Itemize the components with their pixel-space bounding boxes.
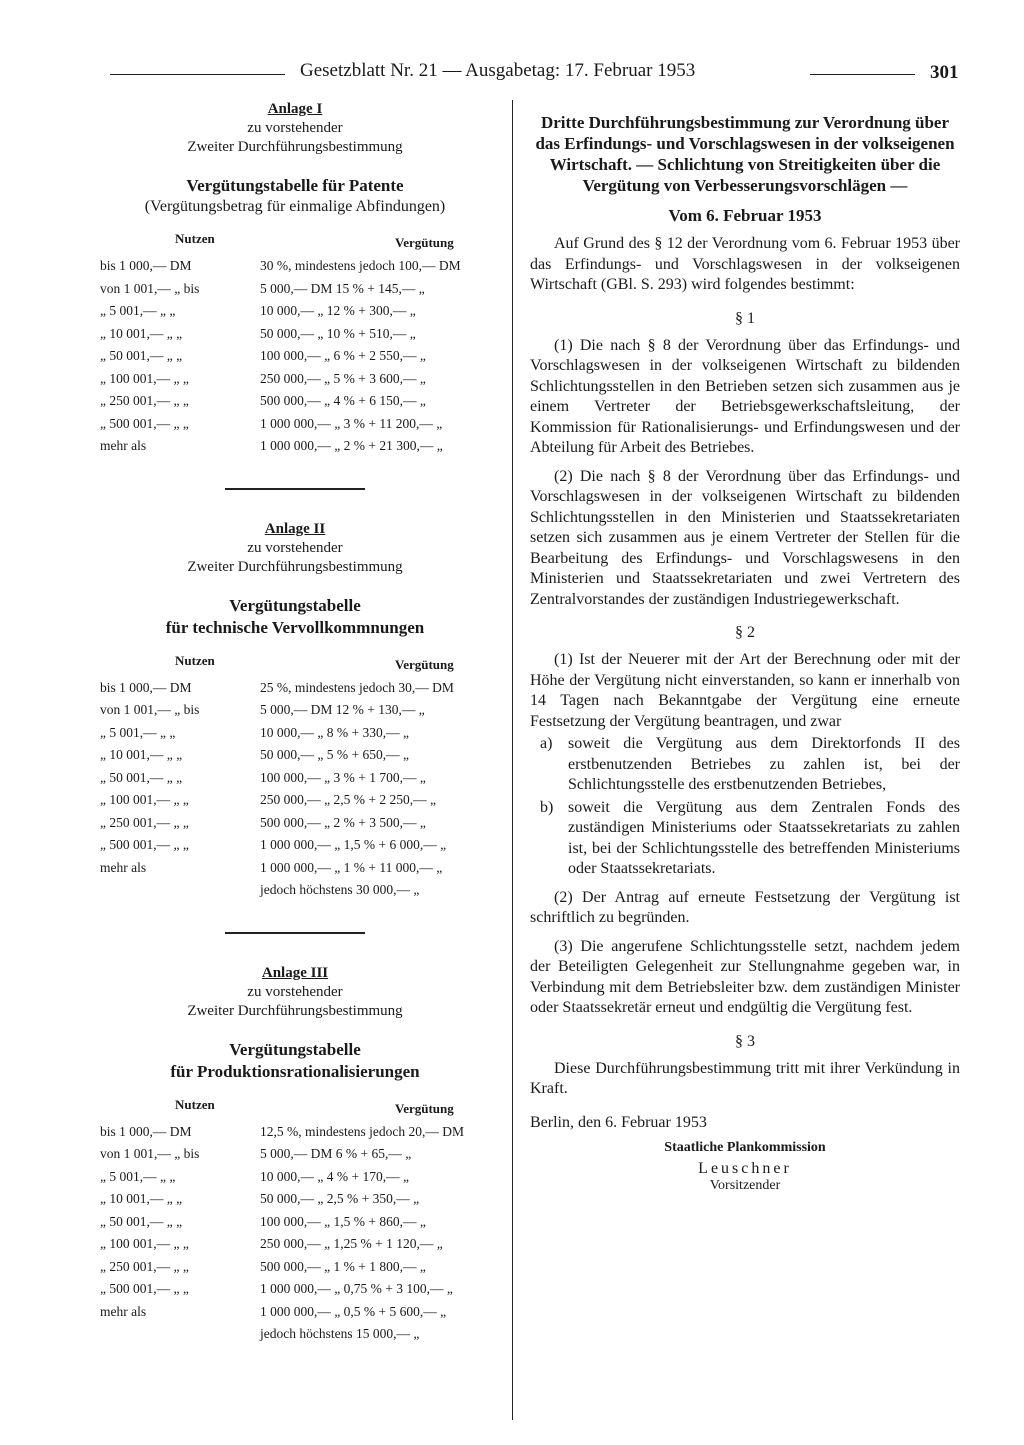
- verguetung-cell: 10 000,— „ 8 % + 330,— „: [260, 724, 409, 740]
- nutzen-cell: bis 1 000,— DM: [100, 679, 192, 695]
- verguetung-header: Vergütung: [395, 1100, 454, 1116]
- anlage-2-line2: Zweiter Durchführungsbestimmung: [187, 558, 403, 575]
- nutzen-cell: „ 50 001,— „ „: [100, 769, 183, 785]
- page-number: 301: [930, 62, 959, 83]
- nutzen-cell: „ 5 001,— „ „: [100, 1168, 176, 1184]
- verguetung-cell: 1 000 000,— „ 3 % + 11 200,— „: [260, 415, 443, 431]
- table-row: [75, 1166, 515, 1189]
- verguetung-header: Vergütung: [395, 235, 454, 250]
- table-row: [75, 1188, 515, 1211]
- item-text: soweit die Vergütung aus dem Direktorfonds II des erstbenutzenden Betriebes zu zahlen ist, bei der Schlichtungsstelle des erstbenutzenden Betriebes,: [568, 735, 960, 793]
- verguetung-cell: 50 000,— „ 5 % + 650,— „: [260, 747, 409, 763]
- signatory-name: Leuschner: [698, 1159, 792, 1177]
- signing-organization: Staatliche Plankommission: [664, 1139, 826, 1155]
- verguetung-cell: 100 000,— „ 1,5 % + 860,— „: [260, 1213, 426, 1229]
- nutzen-cell: von 1 001,— „ bis: [100, 280, 200, 296]
- anlage-2-title: Vergütungstabelle: [229, 595, 361, 615]
- section-2-item-a: [530, 734, 960, 796]
- anlage-3-heading: [75, 964, 515, 1021]
- anlage-1-rows: [75, 255, 515, 458]
- item-text: soweit die Vergütung aus dem Zentralen Fonds des zuständigen Ministeriums oder Staatssekretariats zu zahlen ist, bei der Schlichtungsstelle des betreffenden Ministeriums oder Staatssekretariats.: [568, 798, 960, 877]
- anlage-1-table-header: [75, 231, 515, 255]
- table-row: [75, 413, 515, 436]
- anlage-1-title: Vergütungstabelle für Patente: [186, 176, 404, 195]
- nutzen-cell: „ 5 001,— „ „: [100, 303, 176, 319]
- separator: [225, 932, 365, 934]
- table-row: [75, 1233, 515, 1256]
- nutzen-header: Nutzen: [175, 231, 215, 246]
- verguetung-cell: jedoch höchstens 15 000,— „: [260, 1326, 420, 1342]
- nutzen-cell: von 1 001,— „ bis: [100, 702, 200, 718]
- section-3-heading: § 3: [735, 1032, 755, 1050]
- table-row: [75, 767, 515, 790]
- verguetung-cell: 250 000,— „ 1,25 % + 1 120,— „: [260, 1236, 443, 1252]
- verguetung-cell: 250 000,— „ 5 % + 3 600,— „: [260, 370, 426, 386]
- anlage-1-subtitle: (Vergütungsbetrag für einmalige Abfindungen): [144, 198, 446, 215]
- verguetung-cell: 1 000 000,— „ 0,75 % + 3 100,— „: [260, 1281, 453, 1297]
- anlage-3-table-header: [75, 1097, 515, 1121]
- table-row: [75, 699, 515, 722]
- header-rule-left: [110, 74, 285, 75]
- section-1-para-2: (2) Die nach § 8 der Verordnung über das Erfindungs- und Vorschlagswesen in der volkseigenen Wirtschaft zu bildenden Schlichtungsstellen in den Ministerien und Staatssekretariaten setzen sich zusammen aus je einem Vertreter der Stellen für die Bearbeitung des Erfindungs- und Vorschlagswesens in den Ministerien und Staatssekretariaten und zwei Vertretern des Zentralvorstandes der zuständigen Industriegewerkschaft.: [530, 467, 960, 608]
- signatory-role: Vorsitzender: [709, 1177, 781, 1193]
- nutzen-cell: „ 500 001,— „ „: [100, 1281, 189, 1297]
- separator: [225, 488, 365, 490]
- nutzen-cell: „ 100 001,— „ „: [100, 1236, 189, 1252]
- nutzen-cell: „ 250 001,— „ „: [100, 393, 189, 409]
- nutzen-cell: „ 50 001,— „ „: [100, 1213, 183, 1229]
- table-row: [75, 1278, 515, 1301]
- verguetung-cell: 25 %, mindestens jedoch 30,— DM: [260, 679, 454, 695]
- header-title: Gesetzblatt Nr. 21 — Ausgabetag: 17. Februar 1953: [300, 60, 696, 81]
- verguetung-cell: 5 000,— DM 15 % + 145,— „: [260, 280, 425, 296]
- anlage-3-title: Vergütungstabelle: [229, 1039, 361, 1059]
- nutzen-cell: mehr als: [100, 438, 147, 454]
- nutzen-cell: mehr als: [100, 859, 147, 875]
- anlage-2-name: Anlage II: [264, 520, 326, 537]
- verguetung-cell: 1 000 000,— „ 1 % + 11 000,— „: [260, 859, 443, 875]
- table-row: [75, 789, 515, 812]
- table-row: [75, 722, 515, 745]
- verguetung-cell: 30 %, mindestens jedoch 100,— DM: [260, 258, 461, 274]
- verguetung-cell: 5 000,— DM 6 % + 65,— „: [260, 1146, 412, 1162]
- section-2-para-3: (3) Die angerufene Schlichtungsstelle setzt, nachdem jedem der Beteiligten Gelegenheit zur Stellungnahme gegeben war, in Verbindung mit dem Betriebsleiter bzw. dem zuständigen Minister oder Staatssekretär erneut und endgültig die Vergütung fest.: [530, 937, 960, 1016]
- page-header: [110, 58, 965, 88]
- table-row: [75, 1121, 515, 1144]
- verguetung-cell: 1 000 000,— „ 1,5 % + 6 000,— „: [260, 837, 447, 853]
- nutzen-cell: mehr als: [100, 1303, 147, 1319]
- verguetung-cell: 10 000,— „ 4 % + 170,— „: [260, 1168, 409, 1184]
- verguetung-cell: 100 000,— „ 6 % + 2 550,— „: [260, 348, 426, 364]
- anlage-1-name: Anlage I: [267, 101, 323, 117]
- table-row: [75, 368, 515, 391]
- decree-date: Vom 6. Februar 1953: [668, 206, 822, 225]
- anlage-1-heading: [75, 100, 515, 157]
- decree-title: Dritte Durchführungsbestimmung zur Verordnung über das Erfindungs- und Vorschlagswesen in der volkseigenen Wirtschaft. — Schlichtung von Streitigkeiten über die Vergütung von Verbesserungsvorschlägen —: [535, 113, 955, 195]
- table-row: [75, 879, 515, 902]
- table-row: [75, 1323, 515, 1346]
- section-3-para-1: Diese Durchführungsbestimmung tritt mit ihrer Verkündung in Kraft.: [530, 1059, 960, 1097]
- nutzen-cell: bis 1 000,— DM: [100, 258, 192, 274]
- table-row: [75, 300, 515, 323]
- verguetung-cell: jedoch höchstens 30 000,— „: [260, 882, 420, 898]
- nutzen-cell: bis 1 000,— DM: [100, 1123, 192, 1139]
- table-row: [75, 323, 515, 346]
- table-row: [75, 1211, 515, 1234]
- nutzen-cell: „ 50 001,— „ „: [100, 348, 183, 364]
- table-row: [75, 677, 515, 700]
- table-row: [75, 435, 515, 458]
- anlage-1: [75, 100, 515, 458]
- anlage-3: [75, 964, 515, 1346]
- nutzen-cell: „ 500 001,— „ „: [100, 415, 189, 431]
- verguetung-cell: 12,5 %, mindestens jedoch 20,— DM: [260, 1123, 464, 1139]
- anlage-3-subtitle: für Produktionsrationalisierungen: [170, 1061, 420, 1081]
- nutzen-cell: „ 10 001,— „ „: [100, 747, 183, 763]
- table-row: [75, 857, 515, 880]
- anlage-3-rows: [75, 1121, 515, 1346]
- verguetung-header: Vergütung: [395, 656, 454, 672]
- verguetung-cell: 50 000,— „ 2,5 % + 350,— „: [260, 1191, 420, 1207]
- table-row: [75, 812, 515, 835]
- verguetung-cell: 500 000,— „ 4 % + 6 150,— „: [260, 393, 426, 409]
- anlage-2: [75, 520, 515, 902]
- verguetung-cell: 500 000,— „ 2 % + 3 500,— „: [260, 814, 426, 830]
- verguetung-cell: 1 000 000,— „ 0,5 % + 5 600,— „: [260, 1303, 447, 1319]
- table-row: [75, 1301, 515, 1324]
- nutzen-header: Nutzen: [175, 1096, 215, 1112]
- nutzen-cell: „ 250 001,— „ „: [100, 814, 189, 830]
- anlage-2-subtitle: für technische Vervollkommnungen: [165, 617, 425, 637]
- table-row: [75, 390, 515, 413]
- table-row: [75, 278, 515, 301]
- section-1-heading: § 1: [735, 309, 755, 327]
- verguetung-cell: 1 000 000,— „ 2 % + 21 300,— „: [260, 438, 443, 454]
- anlage-2-heading: [75, 520, 515, 577]
- nutzen-cell: „ 100 001,— „ „: [100, 792, 189, 808]
- nutzen-cell: „ 100 001,— „ „: [100, 370, 189, 386]
- table-row: [75, 1256, 515, 1279]
- verguetung-cell: 100 000,— „ 3 % + 1 700,— „: [260, 769, 426, 785]
- section-2-heading: § 2: [735, 624, 755, 641]
- anlage-1-line2: Zweiter Durchführungsbestimmung: [187, 139, 403, 155]
- anlage-1-line1: zu vorstehender: [247, 120, 343, 136]
- anlage-2-table-header: [75, 653, 515, 677]
- section-2-para-2: (2) Der Antrag auf erneute Festsetzung der Vergütung ist schriftlich zu begründen.: [530, 888, 960, 926]
- verguetung-cell: 5 000,— DM 12 % + 130,— „: [260, 702, 425, 718]
- intro-paragraph: Auf Grund des § 12 der Verordnung vom 6. Februar 1953 über das Erfindungs- und Vorschlagswesen in der volkseigenen Wirtschaft (GBl. S. 293) wird folgendes bestimmt:: [530, 235, 960, 293]
- place-date: Berlin, den 6. Februar 1953: [530, 1113, 707, 1131]
- verguetung-cell: 500 000,— „ 1 % + 1 800,— „: [260, 1258, 426, 1274]
- table-row: [75, 345, 515, 368]
- table-row: [75, 834, 515, 857]
- table-row: [75, 255, 515, 278]
- nutzen-cell: von 1 001,— „ bis: [100, 1146, 200, 1162]
- left-column: [75, 100, 515, 1346]
- table-row: [75, 744, 515, 767]
- table-row: [75, 1143, 515, 1166]
- nutzen-cell: „ 250 001,— „ „: [100, 1258, 189, 1274]
- nutzen-cell: „ 500 001,— „ „: [100, 837, 189, 853]
- section-1-para-1: (1) Die nach § 8 der Verordnung über das Erfindungs- und Vorschlagswesen in der volkseigenen Wirtschaft zu bildenden Schlichtungsstellen in den Betrieben setzen sich zusammen aus je einem Vertreter der Betriebsgewerkschaftsleitung, der Kommission für Rationalisierungs- und Erfindungswesen und der Abteilung für Arbeit des Betriebes.: [530, 336, 960, 456]
- nutzen-header: Nutzen: [175, 652, 215, 668]
- anlage-3-name: Anlage III: [261, 964, 329, 981]
- item-label: a): [540, 735, 553, 752]
- section-2-item-b: [530, 798, 960, 880]
- header-rule-right: [810, 74, 915, 75]
- anlage-3-line2: Zweiter Durchführungsbestimmung: [187, 1002, 403, 1019]
- verguetung-cell: 50 000,— „ 10 % + 510,— „: [260, 325, 416, 341]
- section-2-para-1: (1) Ist der Neuerer mit der Art der Berechnung oder mit der Höhe der Vergütung nicht einverstanden, so kann er innerhalb von 14 Tagen nach Bekanntgabe der Vergütung eine erneute Festsetzung der Vergütung beantragen, und zwar: [530, 651, 960, 730]
- verguetung-cell: 10 000,— „ 12 % + 300,— „: [260, 303, 416, 319]
- item-label: b): [540, 798, 554, 816]
- verguetung-cell: 250 000,— „ 2,5 % + 2 250,— „: [260, 792, 436, 808]
- anlage-2-line1: zu vorstehender: [247, 539, 343, 556]
- anlage-3-line1: zu vorstehender: [247, 983, 343, 1000]
- nutzen-cell: „ 10 001,— „ „: [100, 325, 183, 341]
- nutzen-cell: „ 5 001,— „ „: [100, 724, 176, 740]
- anlage-2-rows: [75, 677, 515, 902]
- nutzen-cell: „ 10 001,— „ „: [100, 1191, 183, 1207]
- right-column: [530, 112, 960, 1194]
